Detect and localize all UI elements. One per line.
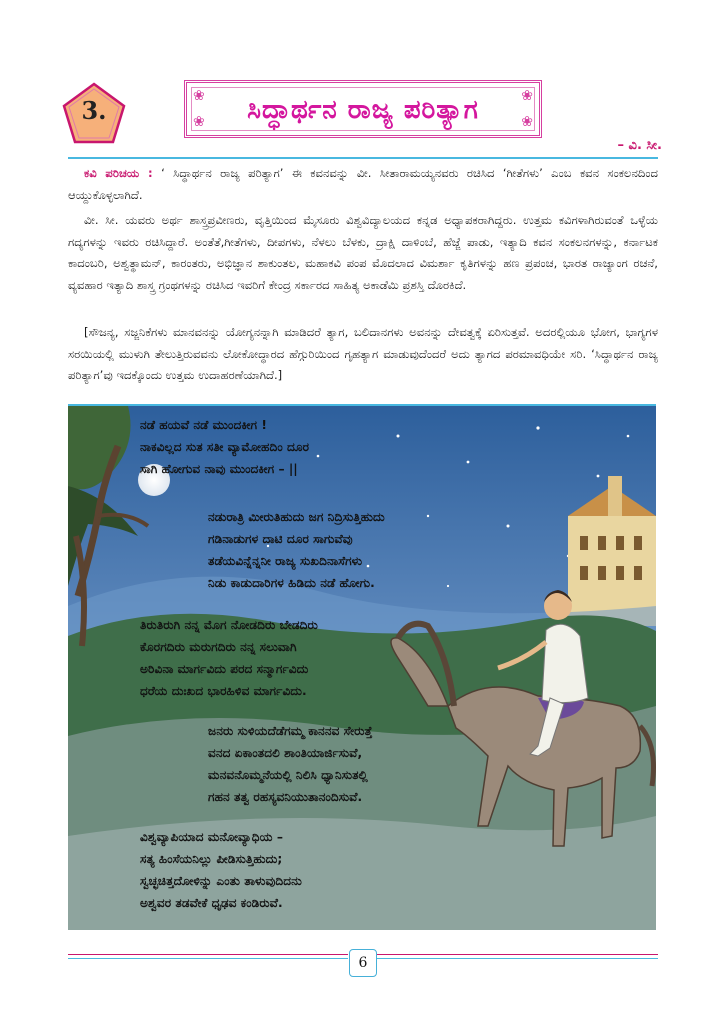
- kavi-label: ಕವಿ ಪರಿಚಯ :: [84, 166, 153, 180]
- header-divider: [68, 157, 658, 159]
- floral-corner-icon: ❀: [521, 88, 533, 104]
- poem-line: ಸಾಗಿ ಹೋಗುವ ನಾವು ಮುಂದಕೀಗ – ||: [140, 462, 298, 476]
- footer-rule-left: [68, 958, 348, 959]
- kavi-text: ‘ ಸಿದ್ಧಾರ್ಥನ ರಾಜ್ಯ ಪರಿತ್ಯಾಗ’ ಈ ಕವನವನ್ನು ವೀ. ಸೀತಾರಾಮಯ್ಯನವರು ರಚಿಸಿದ ‘ಗೀತೆಗಳು’ ಎಂಬ ಕವನ ಸಂಕಲನದಿಂದ ಆಯ್ದುಕೊಳ್ಳಲಾಗಿದೆ.: [68, 166, 659, 202]
- title-frame: [184, 80, 542, 138]
- poem-line: ನಿಡು ಕಾಡುದಾರಿಗಳ ಹಿಡಿದು ನಡೆ ಹೋಗು.: [208, 576, 375, 590]
- floral-corner-icon: ❀: [521, 114, 533, 130]
- bio-paragraph: ವೀ. ಸೀ. ಯವರು ಅರ್ಥ ಶಾಸ್ತ್ರಪ್ರವೀಣರು, ವೃತ್ತಿಯಿಂದ ಮೈಸೂರು ವಿಶ್ವವಿದ್ಯಾಲಯದ ಕನ್ನಡ ಅಧ್ಯಾಪಕರಾಗಿದ್ದರು. ಉತ್ತಮ ಕವಿಗಳಾಗಿರುವಂತೆ ಒಳ್ಳೆಯ ಗದ್ಯಗಳನ್ನು ಇವರು ರಚಿಸಿದ್ದಾರೆ. ಅಂತೆತೆ,ಗೀತೆಗಳು, ದೀಪಗಳು, ನೆಳಲು ಬೆಳಕು, ದ್ರಾಕ್ಷಿ ದಾಳಿಂಬೆ, ಹೆಜ್ಜೆ ಪಾಡು, ಇತ್ಯಾದಿ ಕವನ ಸಂಕಲನಗಳನ್ನು, ಕರ್ನಾಟಕ ಕಾದಂಬರಿ, ಅಶ್ವತ್ಥಾಮನ್, ಕಾರಂತರು, ಅಭಿಜ್ಞಾನ ಶಾಕುಂತಲ, ಮಹಾಕವಿ ಪಂಪ ಮೊದಲಾದ ವಿಮರ್ಶಾ ಕೃತಿಗಳನ್ನು ಹಣ ಪ್ರಪಂಚ, ಭಾರತ ರಾಜ್ಯಾಂಗ ರಚನೆ, ವ್ಯವಹಾರ ಇತ್ಯಾದಿ ಶಾಸ್ತ್ರ ಗ್ರಂಥಗಳನ್ನು ರಚಿಸಿದ ಇವರಿಗೆ ಕೇಂದ್ರ ಸರ್ಕಾರದ ಸಾಹಿತ್ಯ ಅಕಾಡೆಮಿ ಪ್ರಶಸ್ತಿ ದೊರಕಿದೆ.: [68, 213, 658, 292]
- poem-line: ಗಡಿನಾಡುಗಳ ದಾಟಿ ದೂರ ಸಾಗುವೆವು: [208, 532, 353, 546]
- poem-line: ಸತ್ಯ ಹಿಂಸೆಯನಿಲ್ಲು ಪೀಡಿಸುತ್ತಿಹುದು;: [140, 852, 283, 866]
- kavi-parichaya: [68, 163, 658, 206]
- page-number: 6: [349, 949, 377, 977]
- floral-corner-icon: ❀: [193, 88, 205, 104]
- page-title: ಸಿದ್ಧಾರ್ಥನ ರಾಜ್ಯ ಪರಿತ್ಯಾಗ: [247, 95, 479, 125]
- poem-illustration: [68, 404, 656, 930]
- chapter-number: 3.: [81, 96, 107, 125]
- poem-line: ತಡೆಯವಿನ್ನೆನ್ನನೀ ರಾಜ್ಯ ಸುಖದಿನಾಸೆಗಳು: [208, 554, 363, 568]
- poem-line: ಧರೆಯ ದುಃಖದ ಭಾರಹಿಳಿವ ಮಾರ್ಗವಿದು.: [140, 684, 307, 698]
- chapter-badge: [62, 82, 126, 146]
- poem-line: ವಿಶ್ವವ್ಯಾಪಿಯಾದ ಮನೋವ್ಯಾಧಿಯ –: [140, 830, 284, 844]
- poem-line: ಅರಿವಿನಾ ಮಾರ್ಗವಿದು ಪರದ ಸನ್ಮಾರ್ಗವಿದು: [140, 662, 309, 676]
- author-name: – ವಿ. ಸೀ.: [617, 138, 662, 153]
- footer-rule-right: [376, 958, 658, 959]
- footer-rule-right: [376, 954, 658, 955]
- poem-line: ಅಶ್ವವರ ತಡವೇಕೆ ಧೃಢವ ಕಂಡಿರುವೆ.: [140, 896, 283, 910]
- poem-line: ಕೊರಗದಿರು ಮರುಗದಿರು ನನ್ನ ಸಲುವಾಗಿ: [140, 640, 297, 654]
- poem-line: ನಡೆ ಹಯವೆ ನಡೆ ಮುಂದಕೀಗ !: [140, 418, 267, 432]
- poem-line: ಗಹನ ತತ್ವ ರಹಸ್ಯವನಿಯುತಾನಂದಿಸುವೆ.: [208, 790, 363, 804]
- footer-rule-left: [68, 954, 348, 955]
- floral-corner-icon: ❀: [193, 114, 205, 130]
- poem-line: ಜನರು ಸುಳಿಯದೆಡೆಗಮ್ಮ ಕಾನನವ ಸೇರುತ್ತೆ: [208, 724, 373, 738]
- poem-line: ನಾಕವಿಲ್ಲದ ಸುತ ಸತೀ ವ್ಯಾಮೋಹದಿಂ ದೂರ: [140, 440, 310, 454]
- note-paragraph: [ಸೌಜನ್ಯ, ಸಜ್ಜನಿಕೆಗಳು ಮಾನವನನ್ನು ಯೋಗ್ಯನನ್ನಾಗಿ ಮಾಡಿದರೆ ತ್ಯಾಗ, ಬಲಿದಾನಗಳು ಅವನನ್ನು ದೇವತ್ವಕ್ಕೆ ಏರಿಸುತ್ತವೆ. ಅದರಲ್ಲಿಯೂ ಭೋಗ, ಭಾಗ್ಯಗಳ ಸರಯಿಯಲ್ಲಿ ಮುಳುಗಿ ತೇಲುತ್ತಿರುವವನು ಲೋಕೋದ್ಧಾರದ ಹೆಗ್ಗುರಿಯಿಂದ ಗೃಹತ್ಯಾಗ ಮಾಡುವುದೆಂದರೆ ಅದು ತ್ಯಾಗದ ಪರಮಾವಧಿಯೇ ಸರಿ. ‘ಸಿದ್ಧಾರ್ಥನ ರಾಜ್ಯ ಪರಿತ್ಯಾಗ’ವು ಇದಕ್ಕೊಂದು ಉತ್ತಮ ಉದಾಹರಣೆಯಾಗಿದೆ.]: [68, 325, 658, 382]
- poem-line: ಸ್ವಚ್ಛಚಿತ್ತದೋಳಿನ್ನು ಎಂತು ತಾಳುವುದಿದನು: [140, 874, 302, 888]
- poem-line: ವನದ ಏಕಾಂತದಲಿ ಶಾಂತಿಯಾರ್ಜಿಸುವೆ,: [208, 746, 363, 760]
- poem-line: ತಿರುತಿರುಗಿ ನನ್ನ ಮೊಗ ನೋಡದಿರು ಬೇಡದಿರು: [140, 618, 318, 632]
- poem-line: ನಡುರಾತ್ರಿ ಮೀರುತಿಹುದು ಜಗ ನಿದ್ರಿಸುತ್ತಿಹುದು: [208, 510, 385, 524]
- poem-line: ಮನವನೊಮ್ಮನೆಯಲ್ಲಿ ನಿಲಿಸಿ ಧ್ಯಾನಿಸುತಲ್ಲಿ: [208, 768, 368, 782]
